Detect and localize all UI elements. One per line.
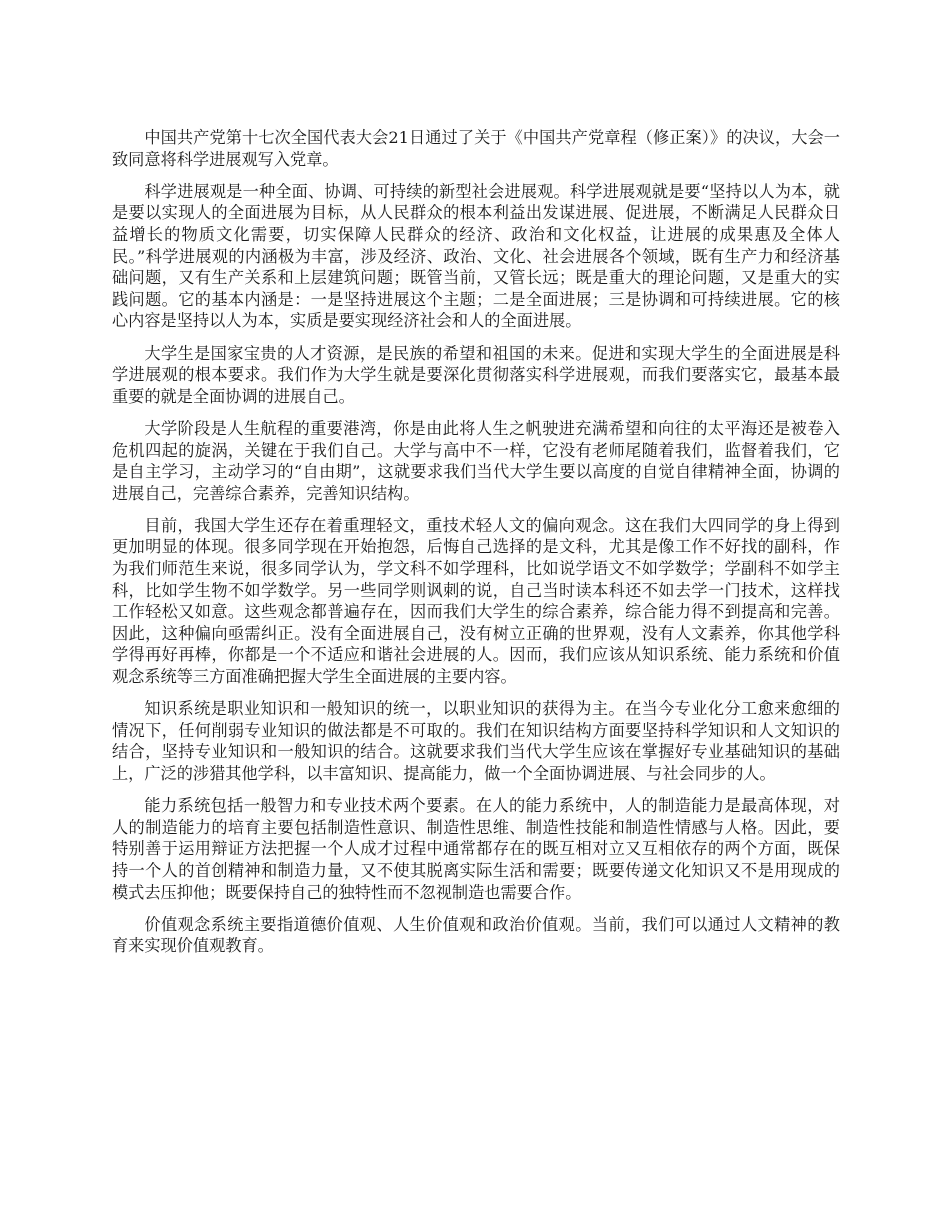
paragraph-knowledge-system: 知识系统是职业知识和一般知识的统一，以职业知识的获得为主。在当今专业化分工愈来愈细的情况下，任何削弱专业知识的做法都是不可取的。我们在知识结构方面要坚持科学知识和人文知识的结合，坚持专业知识和一般知识的结合。这就要求我们当代大学生应该在掌握好专业基础知识的基础上，广泛的涉猎其他学科，以丰富知识、提高能力，做一个全面协调进展、与社会同步的人。 [112, 699, 840, 783]
paragraph-party-congress: 中国共产党第十七次全国代表大会21日通过了关于《中国共产党章程（修正案）》的决议，大会一致同意将科学进展观写入党章。 [112, 128, 840, 169]
paragraph-college-students: 大学生是国家宝贵的人才资源，是民族的希望和祖国的未来。促进和实现大学生的全面进展是科学进展观的根本要求。我们作为大学生就是要深化贯彻落实科学进展观，而我们要落实它，最基本最重要的就是全面协调的进展自己。 [112, 343, 840, 406]
paragraph-current-bias: 目前，我国大学生还存在着重理轻文，重技术轻人文的偏向观念。这在我们大四同学的身上得到更加明显的体现。很多同学现在开始抱怨，后悔自己选择的是文科，尤其是像工作不好找的副科，作为我们师范生来说，很多同学认为，学文科不如学理科，比如说学语文不如学数学；学副科不如学主科，比如学生物不如学数学。另一些同学则讽刺的说，自己当时读本科还不如去学一门技术，这样找工作轻松又如意。这些观念都普遍存在，因而我们大学生的综合素养，综合能力得不到提高和完善。因此，这种偏向亟需纠正。没有全面进展自己，没有树立正确的世界观，没有人文素养，你其他学科学得再好再棒，你都是一个不适应和谐社会进展的人。因而，我们应该从知识系统、能力系统和价值观念系统等三方面准确把握大学生全面进展的主要内容。 [112, 515, 840, 687]
document-body [112, 127, 840, 968]
paragraph-university-stage: 大学阶段是人生航程的重要港湾，你是由此将人生之帆驶进充满希望和向往的太平海还是被卷入危机四起的旋涡，关键在于我们自己。大学与高中不一样，它没有老师尾随着我们，监督着我们，它是自主学习，主动学习的“自由期”，这就要求我们当代大学生要以高度的自觉自律精神全面，协调的进展自己，完善综合素养，完善知识结构。 [112, 418, 840, 503]
paragraph-ability-system: 能力系统包括一般智力和专业技术两个要素。在人的能力系统中，人的制造能力是最高体现，对人的制造能力的培育主要包括制造性意识、制造性思维、制造性技能和制造性情感与人格。因此，要特别善于运用辩证方法把握一个人成才过程中通常都存在的既互相对立又互相依存的两个方面，既保持一个人的首创精神和制造力量，又不使其脱离实际生活和需要；既要传递文化知识又不是用现成的模式去压抑他；既要保持自己的独特性而不忽视制造也需要合作。 [112, 796, 840, 902]
paragraph-scientific-outlook: 科学进展观是一种全面、协调、可持续的新型社会进展观。科学进展观就是要“坚持以人为本，就是要以实现人的全面进展为目标，从人民群众的根本利益出发谋进展、促进展，不断满足人民群众日益增长的物质文化需要，切实保障人民群众的经济、政治和文化权益，让进展的成果惠及全体人民。”科学进展观的内涵极为丰富，涉及经济、政治、文化、社会进展各个领域，既有生产力和经济基础问题，又有生产关系和上层建筑问题；既管当前，又管长远；既是重大的理论问题，又是重大的实践问题。它的基本内涵是：一是坚持进展这个主题；二是全面进展；三是协调和可持续进展。它的核心内容是坚持以人为本，实质是要实现经济社会和人的全面进展。 [112, 181, 840, 331]
paragraph-value-system: 价值观念系统主要指道德价值观、人生价值观和政治价值观。当前，我们可以通过人文精神的教育来实现价值观教育。 [112, 914, 840, 956]
